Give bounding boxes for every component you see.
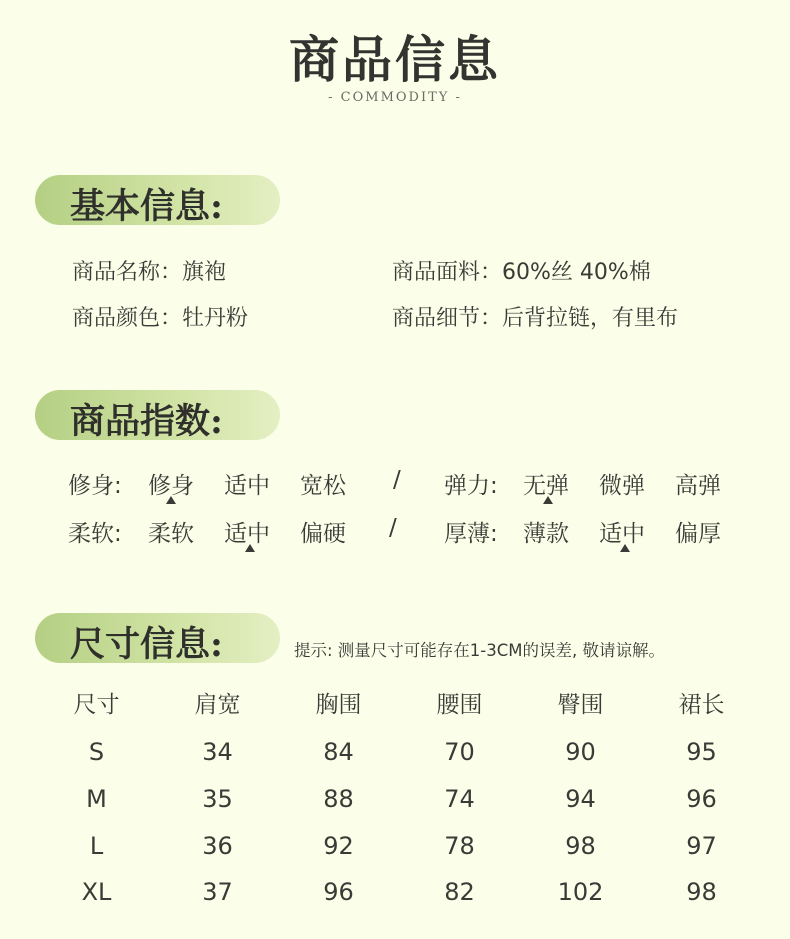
table-row bbox=[36, 738, 762, 778]
table-cell: 102 bbox=[557, 878, 604, 906]
table-cell: 34 bbox=[202, 738, 233, 766]
column-header: 裙长 bbox=[678, 692, 725, 718]
column-header: 腰围 bbox=[436, 692, 483, 718]
selected-marker-icon bbox=[543, 496, 553, 504]
index-option: 适中 bbox=[599, 521, 645, 547]
product-name: 商品名称：旗袍 bbox=[72, 260, 227, 285]
basic-info-heading: 基本信息: bbox=[70, 186, 223, 227]
column-header: 臀围 bbox=[557, 692, 604, 718]
index-label: 修身: bbox=[68, 473, 122, 499]
index-option: 偏厚 bbox=[675, 521, 721, 547]
table-cell: 95 bbox=[686, 738, 717, 766]
selected-marker-icon bbox=[245, 544, 255, 552]
table-row bbox=[36, 832, 762, 872]
table-cell: S bbox=[88, 738, 105, 766]
index-heading: 商品指数: bbox=[70, 401, 223, 442]
size-heading-pill bbox=[35, 613, 280, 663]
table-cell: 37 bbox=[202, 878, 233, 906]
table-cell: 98 bbox=[565, 832, 596, 860]
table-cell: 78 bbox=[444, 832, 475, 860]
table-cell: 96 bbox=[686, 785, 717, 813]
product-detail: 商品细节：后背拉链，有里布 bbox=[392, 306, 679, 331]
index-label: 厚薄: bbox=[444, 521, 498, 547]
index-divider: / bbox=[393, 467, 401, 493]
index-label: 柔软: bbox=[68, 521, 122, 547]
table-cell: 35 bbox=[202, 785, 233, 813]
table-cell: 98 bbox=[686, 878, 717, 906]
column-header: 胸围 bbox=[315, 692, 362, 718]
index-option: 宽松 bbox=[300, 473, 346, 499]
column-header: 肩宽 bbox=[194, 692, 241, 718]
table-cell: L bbox=[89, 832, 104, 860]
table-cell: 97 bbox=[686, 832, 717, 860]
index-option: 薄款 bbox=[523, 521, 569, 547]
column-header: 尺寸 bbox=[73, 692, 120, 718]
selected-marker-icon bbox=[166, 496, 176, 504]
table-cell: 92 bbox=[323, 832, 354, 860]
index-option: 高弹 bbox=[675, 473, 721, 499]
index-option: 偏硬 bbox=[300, 521, 346, 547]
table-cell: 84 bbox=[323, 738, 354, 766]
table-cell: 70 bbox=[444, 738, 475, 766]
page-subtitle: - COMMODITY - bbox=[328, 90, 462, 105]
table-cell: 90 bbox=[565, 738, 596, 766]
index-label: 弹力: bbox=[444, 473, 498, 499]
table-cell: M bbox=[86, 785, 107, 813]
index-option: 修身 bbox=[148, 473, 194, 499]
index-divider: / bbox=[389, 515, 397, 541]
table-row bbox=[36, 785, 762, 825]
product-color: 商品颜色：牡丹粉 bbox=[72, 306, 249, 331]
table-cell: 82 bbox=[444, 878, 475, 906]
table-cell: 74 bbox=[444, 785, 475, 813]
page-title: 商品信息 bbox=[289, 30, 501, 89]
size-hint: 提示: 测量尺寸可能存在1-3CM的误差, 敬请谅解。 bbox=[294, 641, 666, 660]
size-heading: 尺寸信息: bbox=[70, 624, 223, 665]
index-option: 无弹 bbox=[523, 473, 569, 499]
selected-marker-icon bbox=[620, 544, 630, 552]
product-fabric: 商品面料：60%丝 40%棉 bbox=[392, 260, 651, 285]
table-cell: 94 bbox=[565, 785, 596, 813]
size-table-header bbox=[36, 686, 762, 726]
index-option: 微弹 bbox=[599, 473, 645, 499]
basic-info-heading-pill bbox=[35, 175, 280, 225]
index-heading-pill bbox=[35, 390, 280, 440]
table-cell: 96 bbox=[323, 878, 354, 906]
table-cell: XL bbox=[81, 878, 112, 906]
table-row bbox=[36, 878, 762, 918]
index-option: 适中 bbox=[224, 521, 270, 547]
index-option: 适中 bbox=[224, 473, 270, 499]
table-cell: 36 bbox=[202, 832, 233, 860]
table-cell: 88 bbox=[323, 785, 354, 813]
index-option: 柔软 bbox=[148, 521, 194, 547]
